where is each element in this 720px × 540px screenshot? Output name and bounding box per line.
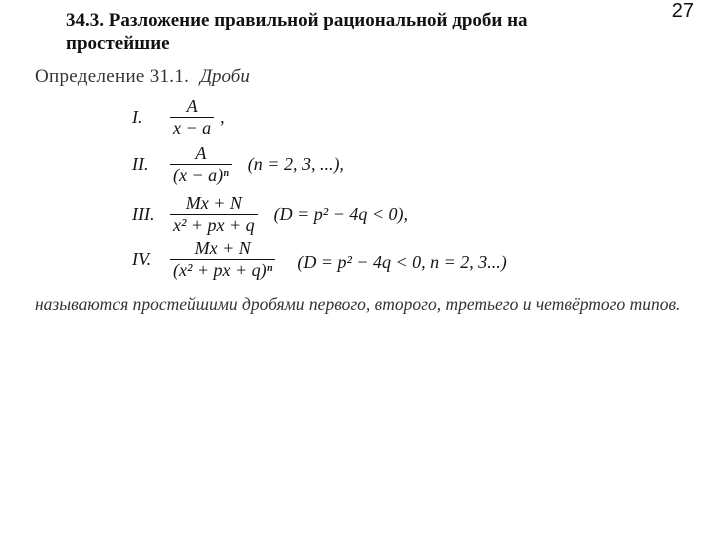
formula-numeral: I. — [132, 107, 143, 127]
formula-row-type-4 — [132, 238, 507, 281]
definition-closing-text: называются простейшими дробями первого, второго, третьего и четвёртого типов. — [35, 294, 681, 314]
formula-numeral: IV. — [132, 249, 152, 269]
formula-trailing-punctuation: , — [220, 107, 225, 127]
fraction-denominator: x − a — [173, 118, 212, 138]
page-number: 27 — [671, 0, 694, 22]
fraction — [170, 193, 258, 236]
definition-term: Дроби — [199, 66, 250, 87]
fraction-numerator: A — [186, 96, 198, 116]
formula-row-type-3 — [132, 193, 408, 236]
formula-condition: (n = 2, 3, ...), — [247, 154, 344, 174]
fraction — [170, 143, 232, 186]
formula-row-type-1 — [132, 96, 225, 139]
fraction-denominator: (x² + px + q)ⁿ — [173, 260, 273, 280]
fraction-denominator: (x − a)ⁿ — [173, 165, 229, 185]
fraction — [170, 238, 275, 281]
fraction-numerator: Mx + N — [185, 193, 242, 213]
fraction-numerator: A — [195, 143, 207, 163]
formula-numeral: II. — [132, 154, 149, 174]
formula-numeral: III. — [132, 204, 155, 224]
formula-condition: (D = p² − 4q < 0), — [273, 204, 408, 224]
section-heading: 34.3. Разложение правильной рациональной дроби на простейшие — [66, 10, 528, 54]
fraction — [170, 96, 214, 139]
definition-label: Определение 31.1. — [35, 66, 190, 87]
fraction-numerator: Mx + N — [194, 238, 251, 258]
definition-line — [35, 66, 250, 88]
formula-condition: (D = p² − 4q < 0, n = 2, 3...) — [297, 252, 507, 272]
fraction-denominator: x² + px + q — [173, 215, 255, 235]
formula-row-type-2 — [132, 143, 344, 186]
